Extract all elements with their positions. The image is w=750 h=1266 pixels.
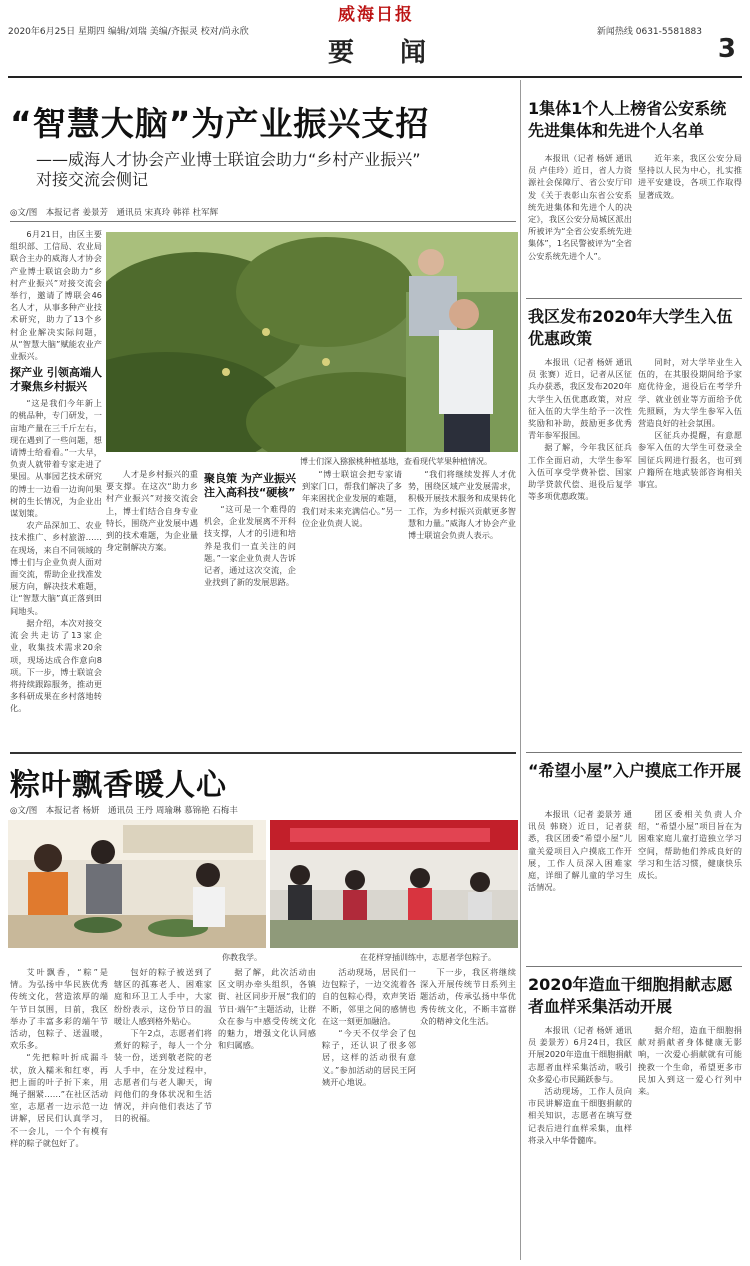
masthead [8,0,742,75]
second-column-5 [420,966,516,1260]
lead-rule [10,221,516,222]
right-paragraph: 据介绍，造血干细胞捐献对捐献者身体健康无影响，一次爱心捐献就有可能挽救一个生命，希望更多市民加入到这一爱心行列中来。 [638,1025,742,1097]
column-divider [520,80,521,1260]
second-column-4 [322,966,416,1260]
lead-paragraph: 人才是乡村振兴的重要支撑。在这次“助力乡村产业振兴”对接交流会上，博士们结合自身专业特长，围绕产业发展中遇到的技术难题，为企业量身定制解决方案。 [106,469,198,553]
designer-credit: 美编/齐振灵 [149,27,198,37]
right-article-1-col-2 [638,152,742,294]
lead-subtitle [36,150,421,190]
right-rule [526,966,742,967]
issue-date: 2020年6月25日 [8,27,76,37]
second-paragraph: 下一步，我区将继续深入开展传统节日系列主题活动，传承弘扬中华优秀传统文化，不断丰富群众的精神文化生活。 [420,967,516,1026]
issue-weekday: 星期四 [77,27,105,37]
section-title: 要 闻 [328,38,437,68]
right-article-2-col-2 [638,356,742,748]
lead-column-4 [302,468,402,746]
right-article-4-col-2 [638,1024,742,1260]
right-article-4-title: 2020年造血干细胞捐献志愿者血样采集活动开展 [528,975,733,1016]
right-article-1-title: 1集体1个人上榜省公安系统先进集体和先进个人名单 [528,99,727,140]
right-article-4-col-1 [528,1024,632,1260]
right-paragraph: 据了解，今年我区征兵工作全面启动，大学生参军入伍可享受学费补偿、国家助学贷款代偿、退役后复学等多项优惠政策。 [528,442,632,502]
lead-subhead-1: 探产业 引领高端人才聚焦乡村振兴 [10,366,102,394]
second-paragraph: 据了解，此次活动由区文明办牵头组织，各镇街、社区同步开展“我们的节日·端午”主题活动，让群众在参与中感受传统文化的魅力，增强文化认同感和归属感。 [218,967,316,1051]
lead-paragraph: 农产品深加工、农业技术推广、乡村旅游……在现场，来自不同领域的博士们与企业负责人面对面交流，帮助企业找准发展方向，解决技术难题，让“智慧大脑”真正落到田间地头。 [10,520,102,616]
right-rule [526,298,742,299]
right-rule [526,752,742,753]
right-paragraph: 本报讯（记者 姜景芳 通讯员 韩晓）近日，记者获悉，我区团委“希望小屋”儿童关爱项目入户摸底工作开展，工作人员深入困难家庭，详细了解儿童的学习生活情况。 [528,809,632,893]
right-article-1-col-1 [528,152,632,294]
second-paragraph: 包好的粽子被送到了辖区的孤寡老人、困难家庭和环卫工人手中，大家纷纷表示，这份节日的温暖让人感到格外贴心。 [114,967,212,1026]
lead-paragraph: “这可是一个难得的机会，企业发展离不开科技支撑，人才的引进和培养是我们一直关注的问题。”一家企业负责人告诉记者，通过这次交流，企业找到了新的发展思路。 [204,504,296,588]
orchard-photo [106,232,518,452]
lead-subtitle-line2: 对接交流会侧记 [36,170,149,189]
lead-paragraph: “这是我们今年新上的桃品种，专门研发，一亩地产量在三千斤左右，现在遇到了一些问题，想请博士给看看。”一大早，负责人就带着专家走进了果园。从事园艺技术研究的博士一边看一边询问果树的生长情况，为企业出谋划策。 [10,398,102,519]
right-paragraph: 近年来，我区公安分局坚持以人民为中心，扎实推进平安建设，各项工作取得显著成效。 [638,153,742,200]
right-paragraph: 本报讯（记者 杨妍 通讯员 张赛）近日，记者从区征兵办获悉，我区发布2020年大学生入伍优惠政策，对应征入伍的大学生给予一次性奖励和补助，鼓励更多优秀青年参军报国。 [528,357,632,441]
lead-photo-caption: 博士们深入猕猴桃种植基地，查看现代苹果种植情况。 [300,457,492,466]
newspaper-logo: 威海日报 [338,5,414,25]
right-paragraph: 同时，对大学毕业生入伍的，在其服役期间给予家庭优待金，退役后在考学升学、就业创业等方面给予优先照顾，为大学生参军入伍营造良好的社会氛围。 [638,357,742,429]
right-article-3-col-1 [528,808,632,960]
second-column-2 [114,966,212,1260]
lead-paragraph: 据介绍，本次对接交流会共走访了13家企业，收集技术需求20余项，现场达成合作意向8项。下一步，博士联谊会将持续跟踪服务，推动更多科研成果在乡村落地转化。 [10,617,102,714]
second-column-3 [218,966,316,1260]
lead-byline: ◎文/图 本报记者 姜景芳 通讯员 宋真玲 韩祥 杜军辉 [10,208,219,218]
right-article-2-title: 我区发布2020年大学生入伍优惠政策 [528,307,733,348]
lead-subhead-2: 聚良策 为产业振兴注入高科技“硬核” [204,472,296,499]
section-rule [10,752,516,754]
right-paragraph: 团区委相关负责人介绍，“希望小屋”项目旨在为困难家庭儿童打造独立学习空间，帮助他们养成良好的学习和生活习惯，健康快乐成长。 [638,809,742,881]
lead-paragraph: “我们将继续发挥人才优势，围绕区域产业发展需求，积极开展技术服务和成果转化工作，为乡村振兴贡献更多智慧和力量。”威海人才协会产业博士联谊会负责人表示。 [408,469,516,541]
right-paragraph: 本报讯（记者 杨妍 通讯员 姜景芳）6月24日，我区开展2020年造血干细胞捐献志愿者血样采集活动，吸引众多爱心市民踊跃参与。 [528,1025,632,1084]
right-paragraph: 活动现场，工作人员向市民讲解造血干细胞捐献的相关知识，志愿者在填写登记表后进行血样采集，血样将录入中华骨髓库。 [528,1086,632,1145]
lead-column-3 [204,468,296,746]
second-paragraph: 艾叶飘香，“粽”是情。为弘扬中华民族优秀传统文化，营造浓厚的端午节日氛围，日前，我区举办了丰富多彩的端午节活动，包粽子、送温暖，欢乐多。 [10,967,108,1051]
proofreader-credit: 校对/尚永欣 [200,27,249,37]
lead-column-5 [408,468,516,746]
dumpling-photo-right-image [270,820,518,948]
page-number: 3 [717,34,736,64]
dumpling-photo-right [270,820,518,948]
second-paragraph: “今天不仅学会了包粽子，还认识了很多邻居，这样的活动很有意义。”参加活动的居民王阿姨开心地说。 [322,1028,416,1087]
right-article-2-col-1 [528,356,632,748]
lead-column-2 [106,468,198,746]
lead-column-1 [10,228,102,748]
second-paragraph: 下午2点，志愿者们将煮好的粽子，每人一个分装一份，送到敬老院的老人手中，在分发过程中，志愿者们与老人聊天，询问他们的身体状况和生活情况，并向他们表达了节日的祝福。 [114,1028,212,1124]
right-article-3-title: “希望小屋”入户摸底工作开展 [528,761,742,780]
dumpling-photo-left-image [8,820,266,948]
second-paragraph: 活动现场，居民们一边包粽子，一边交流着各自的包粽心得，欢声笑语不断，邻里之间的感情也在这一刻更加融洽。 [322,967,416,1026]
editor-credit: 编辑/刘瑞 [107,27,147,37]
second-headline: 粽叶飘香暖人心 [10,768,227,803]
masthead-info [8,24,249,37]
news-hotline: 新闻热线 0631-5581883 [596,27,702,37]
lead-headline: “智慧大脑”为产业振兴支招 [10,104,430,143]
second-byline: ◎文/图 本报记者 杨妍 通讯员 王丹 周瑜琳 慕锦艳 石梅丰 [10,806,238,816]
lead-paragraph: “博士联谊会把专家请到家门口，帮我们解决了多年来困扰企业发展的难题，我们对未来充满信心。”另一位企业负责人说。 [302,469,402,528]
lead-intro: 6月21日，由区主要组织部、工信局、农业局联合主办的威海人才协会产业博士联谊会助力“乡村产业振兴”对接交流会举行，邀请了博联会46名人才，从事多种产业技术研究，助力了13个乡村企业解决实际问题，从“智慧大脑”赋能农业产业振兴。 [10,229,102,362]
left-photo-caption: 你教我学。 [222,953,262,962]
second-column-1 [10,966,108,1260]
right-paragraph: 本报讯（记者 杨妍 通讯员 卢佳玲）近日，省人力资源社会保障厅、省公安厅印发《关于表彰山东省公安系统先进集体和先进个人的决定》，我区公安分局城区派出所被评为“全省公安系统先进集体”，1名民警被评为“全省公安系统先进个人”。 [528,153,632,261]
right-paragraph: 区征兵办提醒，有意愿参军入伍的大学生可登录全国征兵网进行报名，也可到户籍所在地武装部咨询相关事宜。 [638,430,742,490]
second-paragraph: “先把粽叶折成漏斗状，放入糯米和红枣，再把上面的叶子折下来，用绳子捆紧……”在社区活动室，志愿者一边示范一边讲解，居民们认真学习，不一会儿，一个个有模有样的粽子就包好了。 [10,1052,108,1148]
dumpling-photo-left [8,820,266,948]
right-photo-caption: 在花样穿插训练中，志愿者学包粽子。 [360,953,496,962]
right-article-3-col-2 [638,808,742,960]
masthead-rule [8,76,742,78]
lead-subtitle-line1: ——威海人才协会产业博士联谊会助力“乡村产业振兴” [36,150,421,169]
lead-photo [106,232,518,452]
